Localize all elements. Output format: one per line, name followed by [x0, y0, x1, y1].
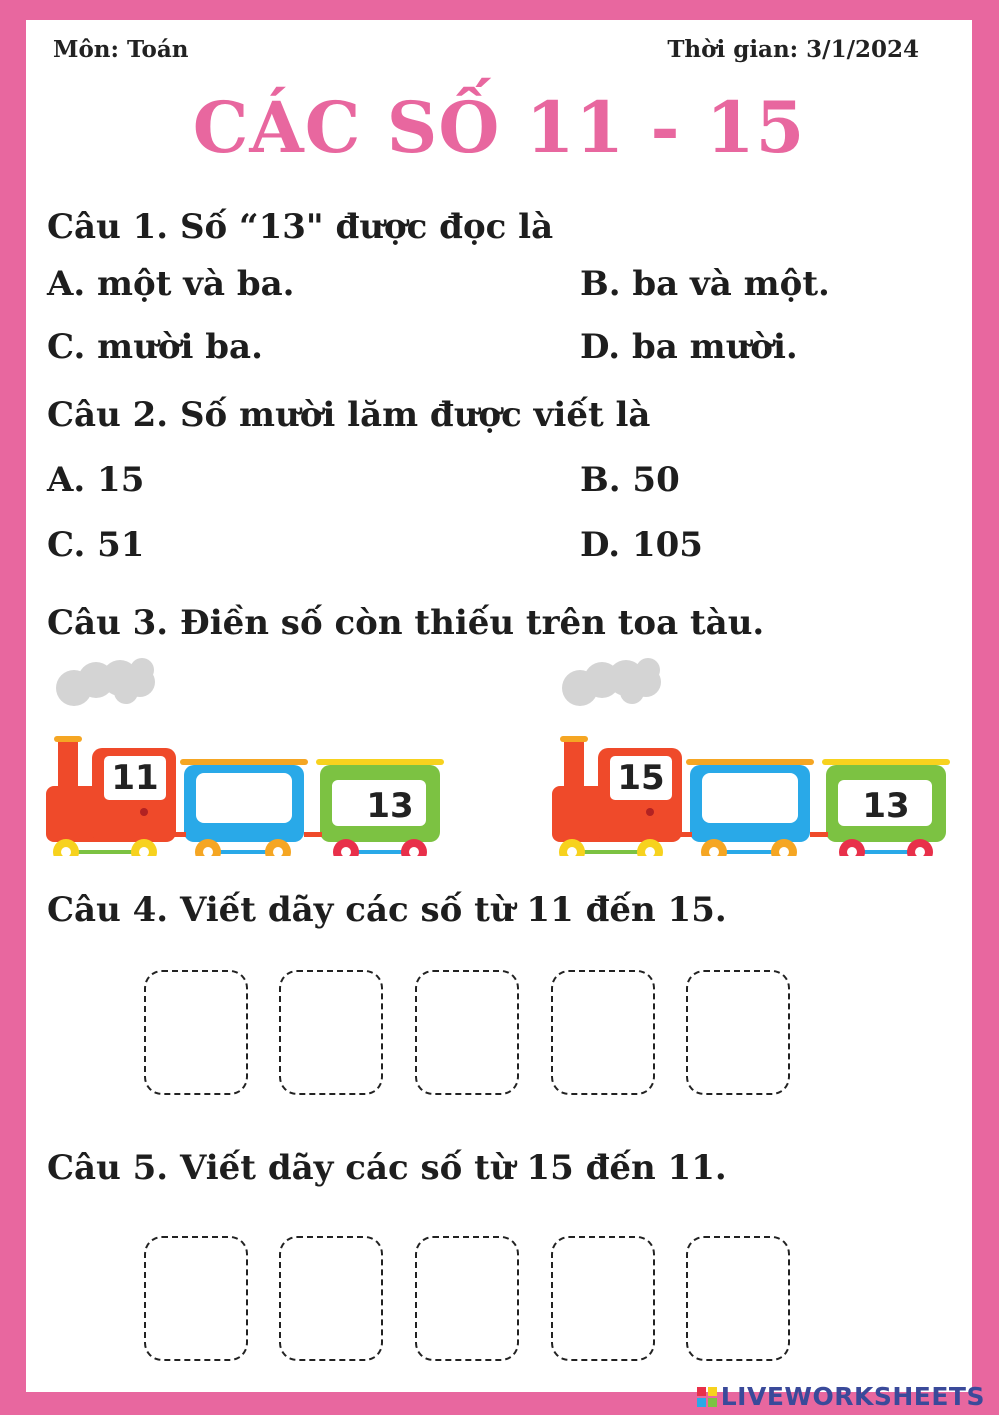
train-1-wagon-number: 13 [366, 786, 414, 826]
train-2-wagon-number: 13 [862, 786, 910, 826]
q5-answer-box[interactable] [415, 1236, 519, 1361]
q5-answer-box[interactable] [686, 1236, 790, 1361]
q2-option-b[interactable]: B. 50 [580, 460, 680, 500]
q1-option-d[interactable]: D. ba mười. [580, 327, 798, 367]
q2-option-d[interactable]: D. 105 [580, 525, 703, 565]
liveworksheets-watermark [696, 1382, 985, 1411]
worksheet-page [26, 20, 972, 1392]
q2-option-a[interactable]: A. 15 [47, 460, 145, 500]
train-2 [550, 656, 960, 856]
train-2-engine-number: 15 [617, 758, 665, 798]
train-1-blank-answer[interactable] [196, 773, 292, 823]
liveworksheets-logo-icon [696, 1386, 718, 1408]
train-1 [44, 656, 454, 856]
q4-answer-box[interactable] [551, 970, 655, 1095]
question-4: Câu 4. Viết dãy các số từ 11 đến 15. [47, 890, 727, 930]
q5-answer-box[interactable] [551, 1236, 655, 1361]
train-1-engine-number: 11 [111, 758, 159, 798]
q1-option-a[interactable]: A. một và ba. [47, 264, 295, 304]
question-3: Câu 3. Điền số còn thiếu trên toa tàu. [47, 603, 765, 643]
smoke-icon [56, 658, 155, 706]
smoke-icon [562, 658, 661, 706]
subject-label: Môn: Toán [53, 36, 189, 63]
q1-option-c[interactable]: C. mười ba. [47, 327, 263, 367]
watermark-text: LIVEWORKSHEETS [720, 1382, 985, 1411]
q5-answer-box[interactable] [144, 1236, 248, 1361]
q5-answer-box[interactable] [279, 1236, 383, 1361]
page-title: CÁC SỐ 11 - 15 [192, 86, 806, 169]
q2-option-c[interactable]: C. 51 [47, 525, 145, 565]
q4-answer-box[interactable] [415, 970, 519, 1095]
q1-option-b[interactable]: B. ba và một. [580, 264, 830, 304]
q4-answer-box[interactable] [279, 970, 383, 1095]
question-5: Câu 5. Viết dãy các số từ 15 đến 11. [47, 1148, 727, 1188]
q4-answer-box[interactable] [686, 970, 790, 1095]
question-1: Câu 1. Số “13" được đọc là [47, 207, 554, 247]
train-2-blank-answer[interactable] [702, 773, 798, 823]
q4-answer-box[interactable] [144, 970, 248, 1095]
date-label: Thời gian: 3/1/2024 [667, 36, 919, 63]
question-2: Câu 2. Số mười lăm được viết là [47, 395, 651, 435]
